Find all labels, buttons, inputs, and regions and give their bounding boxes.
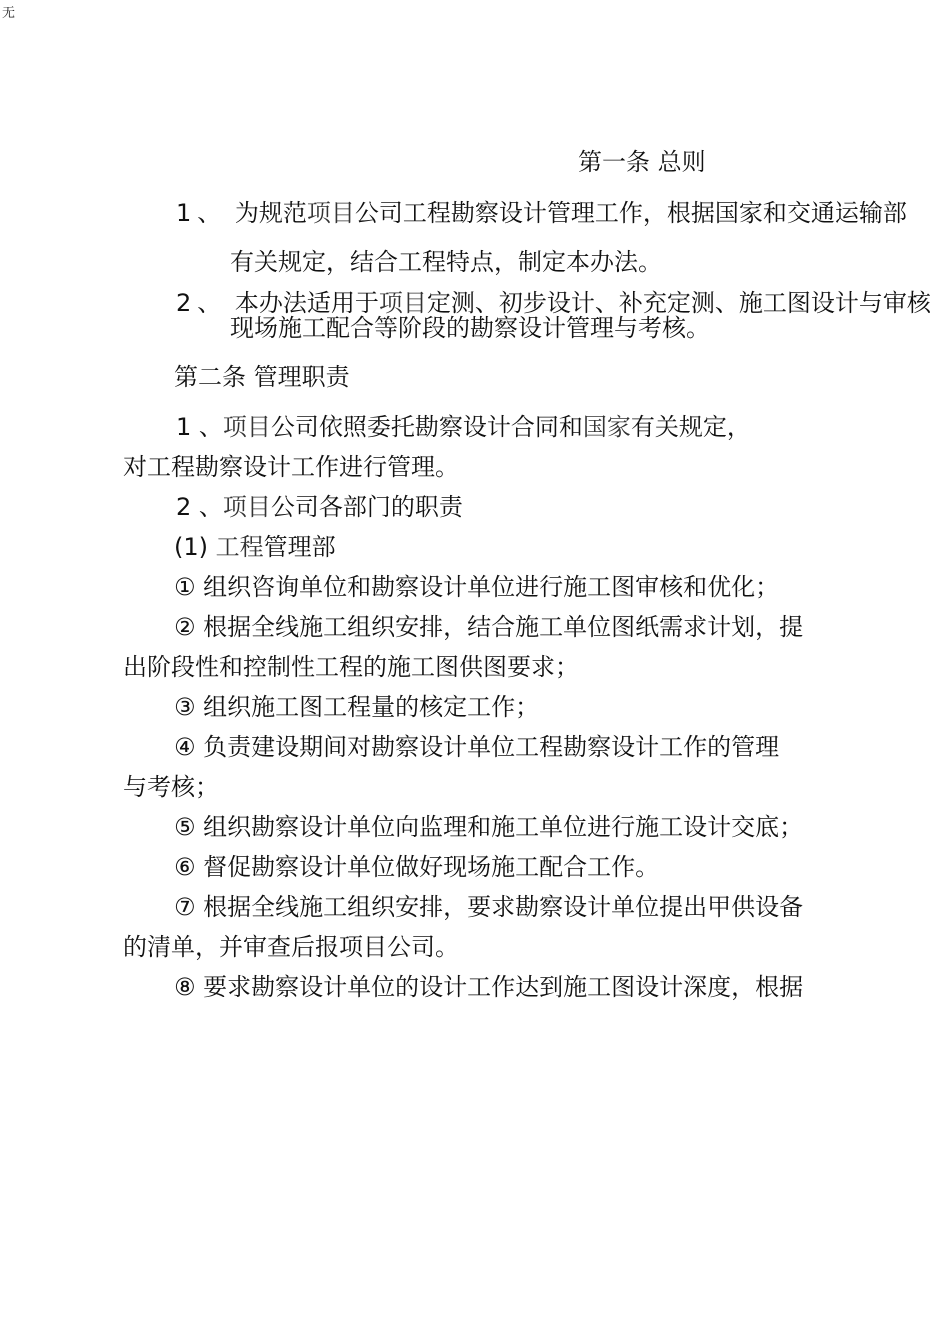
clause-number: 1 、: [176, 413, 223, 441]
corner-mark: 无: [2, 6, 16, 21]
duty-item-2-continued: 出阶段性和控制性工程的施工图供图要求；: [123, 653, 579, 681]
clause-text: 本办法适用于项目定测、初步设计、补充定测、施工图设计与审核: [234, 289, 931, 317]
clause-1-1-continued: 有关规定，结合工程特点，制定本办法。: [230, 248, 662, 276]
department-number: (1): [174, 533, 208, 561]
clause-1-1: [176, 198, 907, 228]
duty-item-1: ① 组织咨询单位和勘察设计单位进行施工图审核和优化；: [174, 573, 780, 601]
department-heading: (1) 工程管理部: [174, 533, 336, 561]
article-1-heading: 第一条 总则: [578, 148, 706, 176]
duty-item-7-continued: 的清单，并审查后报项目公司。: [123, 933, 459, 961]
clause-2-1: 1 、项目公司依照委托勘察设计合同和国家有关规定，: [176, 413, 751, 441]
duty-item-7: ⑦ 根据全线施工组织安排，要求勘察设计单位提出甲供设备: [174, 893, 804, 921]
duty-item-5: ⑤ 组织勘察设计单位向监理和施工单位进行施工设计交底；: [174, 813, 804, 841]
clause-2-1-continued: 对工程勘察设计工作进行管理。: [123, 453, 459, 481]
clause-number: 2、: [176, 289, 228, 317]
duty-item-6: ⑥ 督促勘察设计单位做好现场施工配合工作。: [174, 853, 660, 881]
clause-number: 1、: [176, 199, 228, 227]
duty-item-4: ④ 负责建设期间对勘察设计单位工程勘察设计工作的管理: [174, 733, 780, 761]
duty-item-8: ⑧ 要求勘察设计单位的设计工作达到施工图设计深度，根据: [174, 973, 804, 1001]
clause-1-2-continued: 现场施工配合等阶段的勘察设计管理与考核。: [230, 314, 710, 342]
clause-text: 为规范项目公司工程勘察设计管理工作，根据国家和交通运输部: [234, 199, 907, 227]
clause-number: 2 、: [176, 493, 223, 521]
clause-2-2: 2 、项目公司各部门的职责: [176, 493, 463, 521]
article-2-heading: 第二条 管理职责: [174, 363, 350, 391]
duty-item-4-continued: 与考核；: [123, 773, 219, 801]
duty-item-2: ② 根据全线施工组织安排，结合施工单位图纸需求计划，提: [174, 613, 804, 641]
duty-item-3: ③ 组织施工图工程量的核定工作；: [174, 693, 540, 721]
